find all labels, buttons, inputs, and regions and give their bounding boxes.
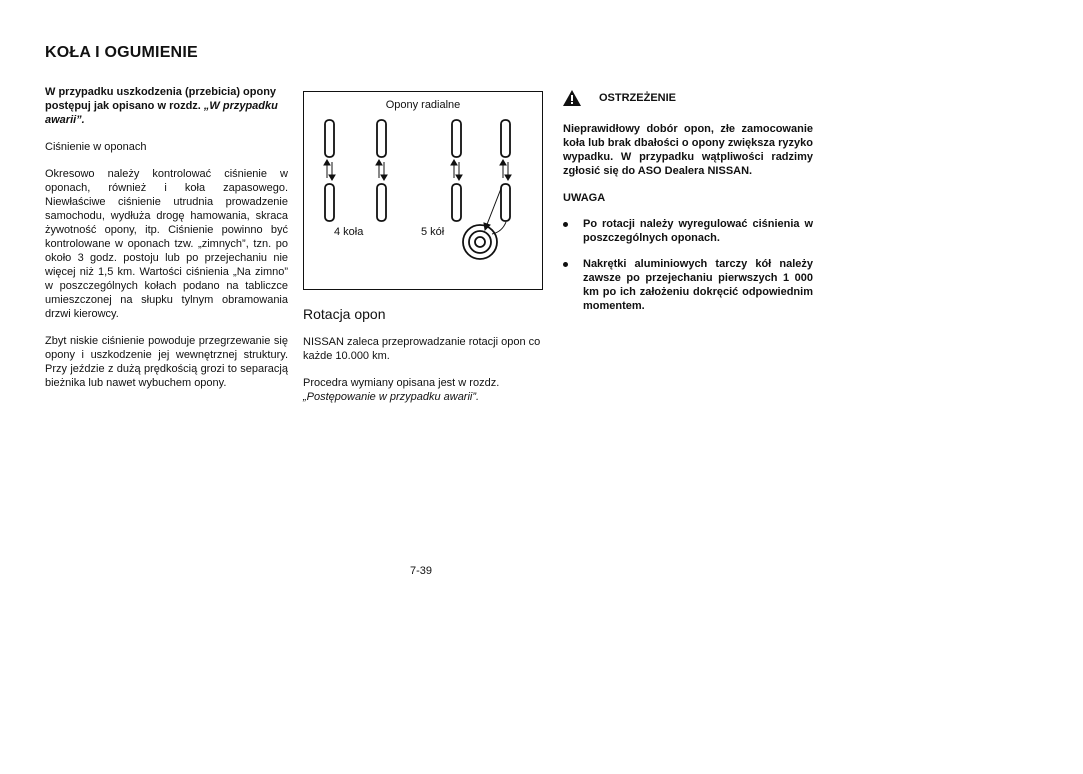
- note-list: [563, 217, 813, 313]
- intro-line-2: postępuj jak opisano w rozdz.: [45, 100, 204, 112]
- left-column: [45, 85, 288, 390]
- page-number: 7-39: [410, 565, 433, 577]
- note-title: UWAGA: [563, 192, 606, 204]
- intro-line-1: W przypadku uszkodzenia (przebicia) opony: [45, 86, 277, 98]
- note-text: Po rotacji należy wyregulować ciśnienia w poszczególnych oponach.: [583, 218, 813, 244]
- five-wheel-arrows: [451, 160, 511, 234]
- pressure-paragraph: Okresowo należy kontrolować ciśnienie w oponach, również i koła zapasowego. Niewłaściwe ciśnienie utrudnia prowadzenie samochodu, wydłuża drogę hamowania, skraca żywotność opony, itp. Ciśnienie powinno być kontrolowane w oponach tzw. „zimnych”, tzn. po około 3 godz. postoju lub po przejechaniu nie więcej niż 1,5 km. Wartości ciśnienia „Na zimno” w poszczególnych kołach podano na tabliczce umieszczonej na słupku tylnym obramowania drzwi kierowcy.: [45, 168, 288, 320]
- bullet-icon: [563, 262, 568, 267]
- section-title: KOŁA I OGUMIENIE: [45, 44, 198, 61]
- warning-header: [563, 90, 813, 106]
- four-wheel-group: [325, 120, 386, 221]
- spare-tire-hub: [475, 237, 485, 247]
- pressure-heading: Ciśnienie w oponach: [45, 141, 147, 153]
- note-item: [563, 257, 813, 313]
- procedure-text: Procedra wymiany opisana jest w rozdz.: [303, 377, 500, 389]
- label-four-wheels: 4 koła: [334, 226, 364, 238]
- tire-rotation-figure: [303, 91, 543, 290]
- tire-front-right: [377, 120, 386, 157]
- intro-reference: „W przypadku awarii”.: [45, 100, 278, 126]
- bullet-icon: [563, 222, 568, 227]
- five-wheel-group: [452, 120, 510, 259]
- procedure-reference: „Postępowanie w przypadku awarii”.: [303, 391, 480, 403]
- tire5-front-right: [501, 120, 510, 157]
- warning-triangle-icon: [563, 90, 581, 106]
- middle-column: [303, 307, 546, 404]
- low-pressure-paragraph: Zbyt niskie ciśnienie powoduje przegrzewanie się opony i uszkodzenie jej wewnętrznej struktury. Przy jeździe z dużą prędkością grozi to separacją bieżnika lub nawet wybuchem opony.: [45, 335, 288, 389]
- note-item: [563, 217, 813, 245]
- note-text: Nakrętki aluminiowych tarczy kół należy zawsze po przejechaniu pierwszych 1 000 km po ich założeniu dokręcić odpowiednim momentem.: [583, 258, 813, 312]
- tire5-front-left: [452, 120, 461, 157]
- rotation-paragraph: NISSAN zaleca przeprowadzanie rotacji opon co każde 10.000 km.: [303, 336, 541, 362]
- spare-tire-middle: [469, 231, 491, 253]
- procedure-paragraph: [303, 376, 546, 404]
- tire-front-left: [325, 120, 334, 157]
- tire5-rear-right: [501, 184, 510, 221]
- tire-rotation-diagram: [304, 92, 542, 289]
- right-column: [563, 90, 813, 325]
- tire-rear-left: [325, 184, 334, 221]
- warning-title: OSTRZEŻENIE: [599, 92, 677, 104]
- intro-paragraph: [45, 85, 288, 127]
- figure-title: Opony radialne: [385, 99, 461, 111]
- tire5-rear-left: [452, 184, 461, 221]
- rotation-title: Rotacja opon: [303, 306, 386, 322]
- label-five-wheels: 5 kół: [421, 226, 445, 238]
- four-wheel-arrows: [324, 160, 387, 180]
- tire-rear-right: [377, 184, 386, 221]
- warning-paragraph: Nieprawidłowy dobór opon, złe zamocowanie koła lub brak dbałości o opony zwiększa ryzyko wypadku. W przypadku wątpliwości radzimy zgłosić się do ASO Dealera NISSAN.: [563, 123, 813, 177]
